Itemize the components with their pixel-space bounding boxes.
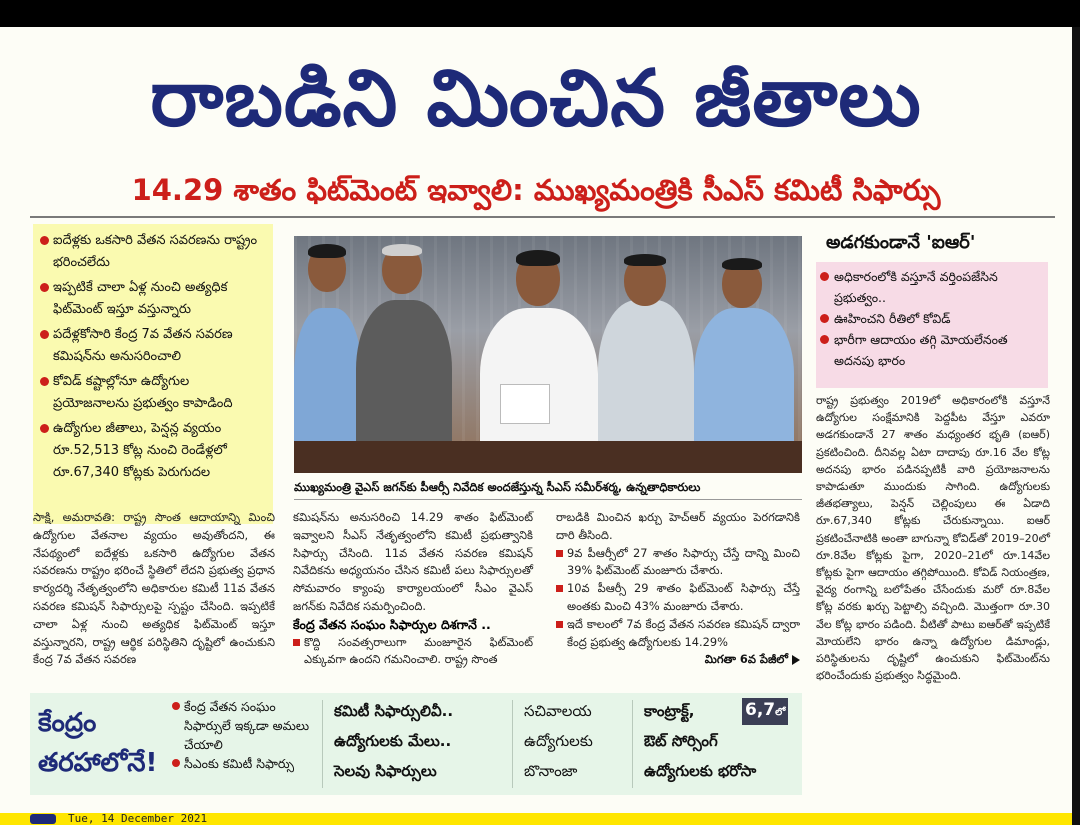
desk xyxy=(294,441,802,473)
highlight-item: కోవిడ్ కష్టాల్లోనూ ఉద్యోగుల ప్రయోజనాలను ప్రభుత్వం కాపాడింది xyxy=(39,371,267,415)
highlight-item: ఇప్పటికే చాలా ఏళ్ల నుంచి అత్యధిక ఫిట్‌మెంట్ ఇస్తూ వస్తున్నారు xyxy=(39,277,267,321)
bullet-icon xyxy=(40,330,49,339)
sidebar-point: భారీగా ఆదాయం తగ్గి మోయలేనంత అదనపు భారం xyxy=(820,329,1044,371)
teaser-lead-line1: కేంద్రం xyxy=(38,708,97,738)
square-bullet-icon xyxy=(556,550,563,557)
play-arrow-icon xyxy=(792,655,800,665)
highlights-box xyxy=(33,224,273,524)
subheadline: 14.29 శాతం ఫిట్‌మెంట్ ఇవ్వాలి: ముఖ్యమంత్రికి సీఎస్ కమిటీ సిఫార్సు xyxy=(131,173,941,207)
square-bullet-icon xyxy=(293,639,300,646)
article-column-3: రాబడికి మించిన ఖర్చు హెచ్ఆర్ వ్యయం పెరగడానికి దారి తీసింది. 9వ పీఆర్సీలో 27 శాతం సిఫార్సు చేస్తే దాన్ని మించి 39% ఫిట్‌మెంట్ మంజూరు చేశారు. 10వ పీఆర్సీ 29 శాతం ఫిట్‌మెంట్ సిఫార్సు చేస్తే అంతకు మించి 43% మంజూరు చేశారు. ఇదే కాలంలో 7వ కేంద్ర వేతన సవరణ కమిషన్ ద్వారా కేంద్ర ప్రభుత్వ ఉద్యోగులకు 14.29% మిగతా 6వ పేజీలో xyxy=(556,509,800,669)
caption-rule xyxy=(294,499,802,500)
highlight-item: పదేళ్లకోసారి కేంద్ర 7వ వేతన సవరణ కమిషన్‌ను అనుసరించాలి xyxy=(39,324,267,368)
article-point: కొద్ది సంవత్సరాలుగా మంజూరైన ఫిట్‌మెంట్ ఎక్కువగా ఉందని గమనించాలి. రాష్ట్ర సొంత xyxy=(293,634,533,670)
sakshi-logo-icon xyxy=(30,814,56,824)
bullet-icon xyxy=(40,424,49,433)
teaser-box-2[interactable]: కమిటీ సిఫార్సులివీ.. ఉద్యోగులకు మేలు.. సెలవు సిఫార్సులు xyxy=(334,702,454,780)
continued-note[interactable]: మిగతా 6వ పేజీలో xyxy=(556,651,800,669)
bullet-icon xyxy=(172,759,180,767)
bullet-icon xyxy=(40,236,49,245)
sidebar-highlights xyxy=(816,262,1048,388)
news-photo xyxy=(294,236,802,473)
bullet-icon xyxy=(172,702,180,710)
sidebar-body: రాష్ట్ర ప్రభుత్వం 2019లో అధికారంలోకి వస్తూనే ఉద్యోగుల సంక్షేమానికి పెద్దపీట వేస్తూ ఎవరూ అడగకుండానే 27 శాతం మధ్యంతర భృతి (ఐఆర్) ప్రకటించింది. దీనివల్ల ఏటా దాదాపు రూ.16 వేల కోట్ల అదనపు భారం పడినప్పటికీ వారి ప్రయోజనాలను కాపాడుతూ ముందుకు సాగింది. ఉద్యోగులకు జీతభత్యాలు, పెన్షన్ చెల్లింపులు ఈ ఏడాది రూ.67,340 కోట్లకు చేరుకున్నాయి. ఐఆర్ ప్రకటించేనాటికి అంతా బాగున్నా కోవిడ్‌తో 2019–20లో రూ.8వేల కోట్లకు పైగా, 2020–21లో రూ.14వేల కోట్లకు పైగా ఆదాయం తగ్గిపోయింది. కోవిడ్ నియంత్రణ, వైద్య రంగాన్ని బలోపేతం చేసేందుకు మరో రూ.8వేల కోట్ల వరకు ఖర్చు పెట్టాల్సి వచ్చింది. మొత్తంగా రూ.30 వేల కోట్ల భారం పడింది. వీటితో పాటు ఐఆర్‌తో ఇప్పటికే మోయలేని భారం ఉన్నా ఉద్యోగుల డిమాండ్లు, పరిస్థితులను దృష్టిలో ఉంచుకుని ఫిట్‌మెంట్‌ను భరించేందుకు ప్రభుత్వం సిద్ధమైంది. xyxy=(816,394,1050,683)
teaser-box-4[interactable]: కాంట్రాక్ట్, ఔట్ సోర్సింగ్ ఉద్యోగులకు భరోసా xyxy=(644,702,757,780)
article-point: 10వ పీఆర్సీ 29 శాతం ఫిట్‌మెంట్ సిఫార్సు చేస్తే అంతకు మించి 43% మంజూరు చేశారు. xyxy=(556,580,800,616)
square-bullet-icon xyxy=(556,585,563,592)
divider xyxy=(30,216,1055,218)
article-point: ఇదే కాలంలో 7వ కేంద్ర వేతన సవరణ కమిషన్ ద్వారా కేంద్ర ప్రభుత్వ ఉద్యోగులకు 14.29% xyxy=(556,616,800,652)
article-column-1: సాక్షి, అమరావతి: రాష్ట్ర సొంత ఆదాయాన్ని మించి ఉద్యోగుల వేతనాల వ్యయం అవుతోందని, ఈ నేపథ్యంలో ఐదేళ్లకు ఒకసారి ఉద్యోగుల వేతన సవరణను రాష్ట్రం భరించే స్థితిలో లేదని ప్రభుత్వ ప్రధాన కార్యదర్శి నేతృత్వంలోని అధికారుల కమిటీ 11వ వేతన సవరణ కమిషన్ సిఫార్సులపై స్పష్టం చేసింది. ఇప్పటికే చాలా ఏళ్ల నుంచి అత్యధిక ఫిట్‌మెంట్ ఇస్తూ వస్తున్నారని, రాష్ట్ర ఆర్థిక పరిస్థితిని దృష్టిలో ఉంచుకుని కేంద్ర 7వ వేతన సవరణ xyxy=(33,510,275,667)
bullet-icon xyxy=(820,314,829,323)
article-column-2: కమిషన్‌ను అనుసరించి 14.29 శాతం ఫిట్‌మెంట్ ఇవ్వాలని సీఎస్ నేతృత్వంలోని కమిటీ ప్రభుత్వానికి సిఫార్సు చేసింది. 11వ వేతన సవరణ కమిషన్ నివేదికను అధ్యయనం చేసిన కమిటీ పలు సిఫార్సులతో సోమవారం క్యాంపు కార్యాలయంలో సీఎం వైఎస్ జగన్‌కు నివేదిక సమర్పించింది. కేంద్ర వేతన సంఘం సిఫార్సుల దిశగానే .. కొద్ది సంవత్సరాలుగా మంజూరైన ఫిట్‌మెంట్ ఎక్కువగా ఉందని గమనించాలి. రాష్ట్ర సొంత xyxy=(293,509,533,669)
highlight-item: ఉద్యోగుల జీతాలు, పెన్షన్ల వ్యయం రూ.52,513 కోట్ల నుంచి రెండేళ్లలో రూ.67,340 కోట్లకు పెరుగుదల xyxy=(39,418,267,484)
teaser-lead-line2: తరహాలోనే! xyxy=(38,748,158,778)
sidebar-point: అధికారంలోకి వస్తూనే వర్తింపజేసిన ప్రభుత్వం.. xyxy=(820,266,1044,308)
bullet-icon xyxy=(820,335,829,344)
sidebar-point: ఊహించని రీతిలో కోవిడ్ xyxy=(820,308,1044,329)
square-bullet-icon xyxy=(556,621,563,628)
footer-bar xyxy=(0,813,1072,825)
bullet-icon xyxy=(40,283,49,292)
headline: రాబడిని మించిన జీతాలు xyxy=(150,54,922,144)
teaser-box-3[interactable]: సచివాలయ ఉద్యోగులకు బొనాంజా xyxy=(524,702,593,780)
article-point: 9వ పీఆర్సీలో 27 శాతం సిఫార్సు చేస్తే దాన్ని మించి 39% ఫిట్‌మెంట్ మంజూరు చేశారు. xyxy=(556,545,800,581)
photo-caption: ముఖ్యమంత్రి వైఎస్ జగన్‌కు పీఆర్సీ నివేదిక అందజేస్తున్న సీఎస్ సమీర్‌శర్మ, ఉన్నతాధికారులు xyxy=(294,480,701,494)
teaser-points: కేంద్ర వేతన సంఘం సిఫార్సులే ఇక్కడా అమలు చేయాలి సీఎంకు కమిటీ సిఫార్సు xyxy=(172,697,312,773)
page-ref-badge[interactable]: 6,7లో xyxy=(742,698,788,725)
sidebar-title: అడగకుండానే 'ఐఆర్' xyxy=(826,232,976,253)
newspaper-page xyxy=(0,27,1072,813)
footer-date: Tue, 14 December 2021 xyxy=(68,812,208,825)
bullet-icon xyxy=(40,377,49,386)
article-subhead: కేంద్ర వేతన సంఘం సిఫార్సుల దిశగానే .. xyxy=(293,616,491,632)
highlight-item: ఐదేళ్లకు ఒకసారి వేతన సవరణను రాష్ట్రం భరించలేదు xyxy=(39,230,267,274)
bullet-icon xyxy=(820,272,829,281)
